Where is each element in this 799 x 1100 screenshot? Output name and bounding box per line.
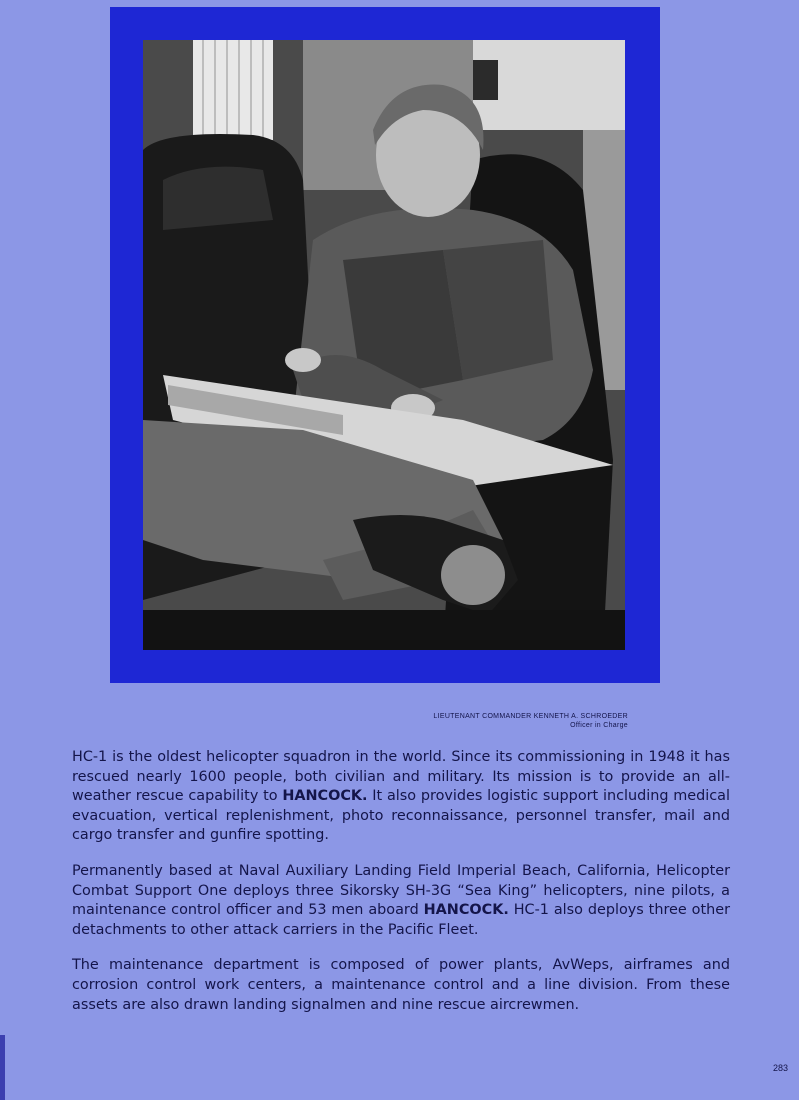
photo-caption bbox=[433, 712, 628, 730]
officer-photo bbox=[143, 40, 625, 650]
article-body bbox=[72, 748, 730, 1031]
page-number: 283 bbox=[772, 1063, 788, 1073]
caption-name: LIEUTENANT COMMANDER KENNETH A. SCHROEDER bbox=[433, 713, 628, 720]
paragraph-2-text-end: HC-1 also deploys three other detachments to other attack carriers in the Pacific Fleet. bbox=[72, 902, 730, 938]
photo-frame bbox=[110, 7, 660, 683]
paragraph-2-text: Permanently based at Naval Auxiliary Landing Field Imperial Beach, California, Helicopter Combat Support One deploys three Sikorsky SH-3G “Sea King” helicopters, nine pilots, a maintenance control officer and 53 men aboard bbox=[72, 862, 730, 919]
paragraph-1-text-end: It also provides logistic support including medical evacuation, vertical replenishment, photo reconnaissance, personnel transfer, mail and cargo transfer and gunfire spotting. bbox=[72, 788, 730, 844]
caption-title: Officer in Charge bbox=[570, 722, 628, 729]
photo-illustration bbox=[143, 40, 625, 650]
paragraph-2 bbox=[72, 862, 730, 940]
page-edge bbox=[0, 1035, 5, 1100]
ship-name-bold: HANCOCK. bbox=[282, 788, 368, 805]
paragraph-3-text: The maintenance department is composed of power plants, AvWeps, airframes and corrosion control work centers, a maintenance control and a line division. From these assets are also drawn landing signalmen and nine rescue aircrewmen. bbox=[72, 957, 730, 1013]
paragraph-1 bbox=[72, 748, 730, 846]
ship-name-bold: HANCOCK. bbox=[423, 902, 509, 919]
paragraph-1-text: HC-1 is the oldest helicopter squadron in the world. Since its commissioning in 1948 it has rescued nearly 1600 people, both civilian and military. Its mission is to provide an all-weather rescue capability to bbox=[72, 749, 730, 805]
paragraph-3 bbox=[72, 956, 730, 1015]
